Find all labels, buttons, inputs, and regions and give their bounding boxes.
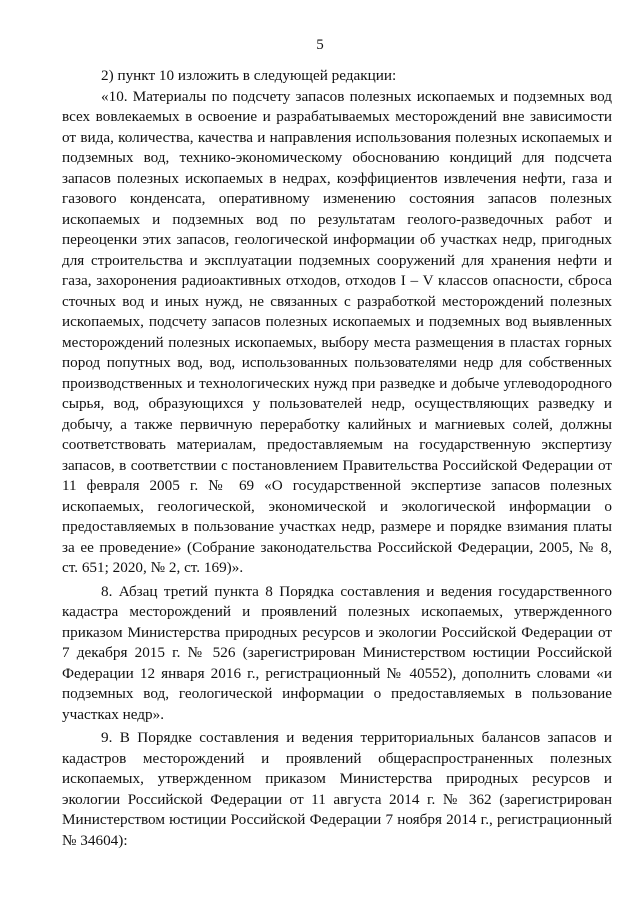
page-number: 5 bbox=[316, 37, 324, 53]
paragraph-section-9: 9. В Порядке составления и ведения территориальных балансов запасов и кадастров месторождений и проявлений общераспространенных полезных ископаемых, утвержденном приказом Министерства природных ресурсов и экологии Российской Федерации от 11 августа 2014 г. № 362 (зарегистрирован Министерством юстиции Российской Федерации 7 ноября 2014 г., регистрационный № 34604): bbox=[62, 729, 612, 849]
document-body bbox=[62, 66, 612, 854]
paragraph-item-2-intro: 2) пункт 10 изложить в следующей редакции: bbox=[101, 67, 397, 84]
paragraph-section-8: 8. Абзац третий пункта 8 Порядка составления и ведения государственного кадастра месторождений и проявлений полезных ископаемых, утвержденного приказом Министерства природных ресурсов и экологии Российской Федерации от 7 декабря 2015 г. № 526 (зарегистрирован Министерством юстиции Российской Федерации 12 января 2016 г., регистрационный № 40552), дополнить словами «и подземных вод, геологической информации о предоставляемых в пользование участках недр». bbox=[62, 582, 612, 723]
paragraph-point-10-text: «10. Материалы по подсчету запасов полезных ископаемых и подземных вод всех вовлекаемых в освоение и разрабатываемых месторождений вне зависимости от вида, количества, качества и направления использования полезных ископаемых и подземных вод, технико-экономическому обоснованию кондиций для подсчета запасов полезных ископаемых в недрах, коэффициентов извлечения нефти, газа и газового конденсата, оперативному изменению состояния запасов полезных ископаемых и подземных вод по результатам геолого-разведочных работ и переоценки этих запасов, геологической информации об участках недр, пригодных для строительства и эксплуатации подземных сооружений для хранения нефти и газа, захоронения радиоактивных отходов, отходов I – V классов опасности, сброса сточных вод и иных нужд, не связанных с разработкой месторождений полезных ископаемых, подсчету запасов полезных ископаемых и подземных вод выявленных месторождений полезных ископаемых, выбору места размещения в пластах горных пород попутных вод, вод, использованных пользователями недр для собственных производственных и технологических нужд при разведке и добыче углеводородного сырья, вод, образующихся у пользователей недр, осуществляющих разведку и добычу, а также первичную переработку калийных и магниевых солей, должны соответствовать материалам, предоставляемым на государственную экспертизу запасов, в соответствии с постановлением Правительства Российской Федерации от 11 февраля 2005 г. № 69 «О государственной экспертизе запасов полезных ископаемых, геологической, экономической и экологической информации о предоставляемых в пользование участках недр, размере и порядке взимания платы за ее проведение» (Собрание законодательства Российской Федерации, 2005, № 8, ст. 651; 2020, № 2, ст. 169)». bbox=[62, 87, 612, 576]
